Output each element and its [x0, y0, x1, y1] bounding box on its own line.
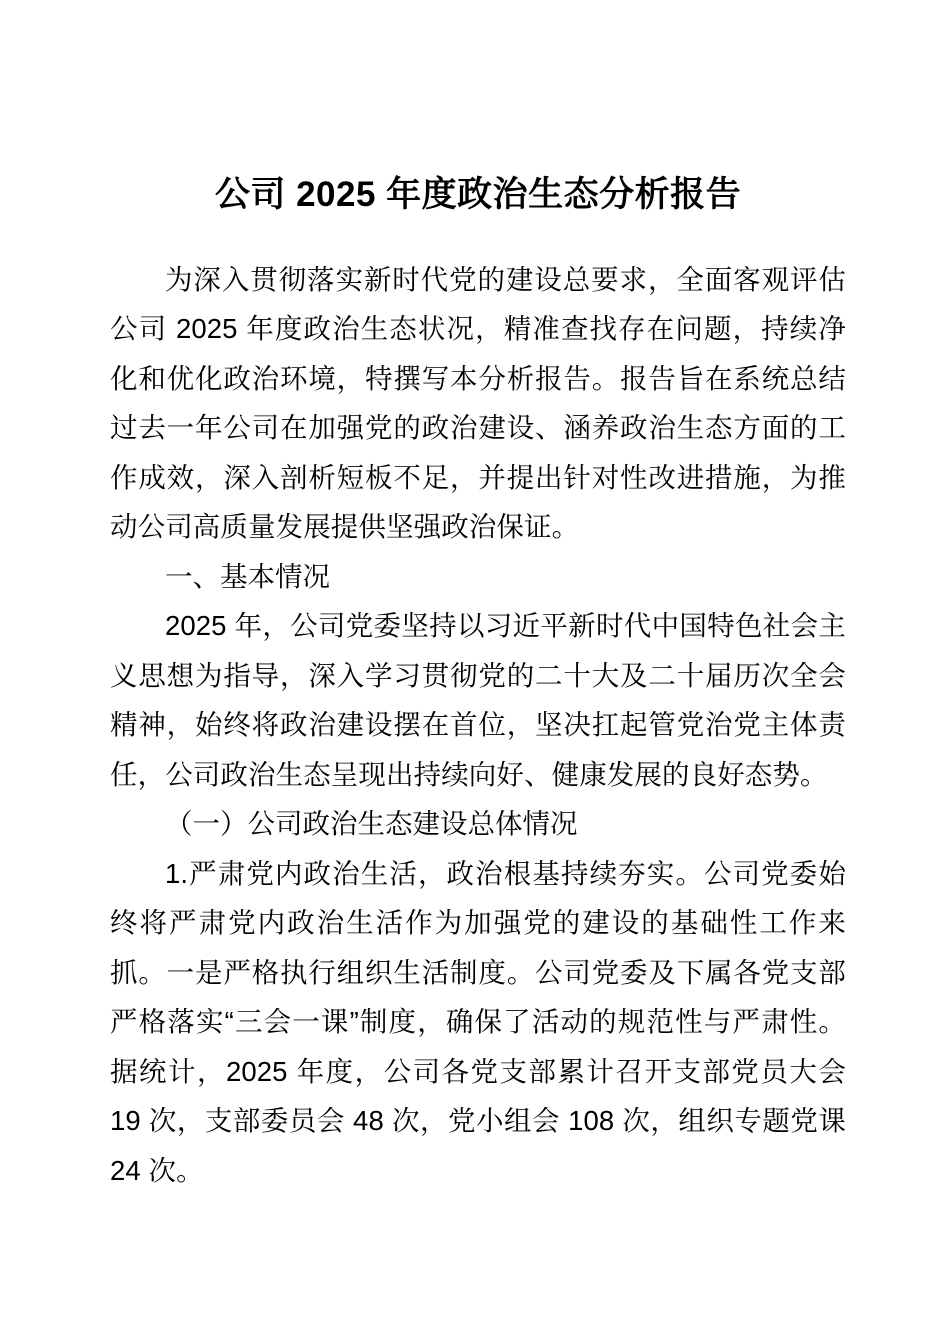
section-heading-basic-situation: 一、基本情况 [165, 560, 330, 592]
page-title: 公司 2025 年度政治生态分析报告 [214, 175, 742, 214]
item-1-paragraph: 1.严肃党内政治生活，政治根基持续夯实。公司党委始终将严肃党内政治生活作为加强党的建设的基础性工作来抓。一是严格执行组织生活制度。公司党委及下属各党支部严格落实“三会一课”制度，确保了活动的规范性与严肃性。据统计，2025 年度，公司各党支部累计召开支部党员大会 19 次，支部委员会 48 次，党小组会 108 次，组织专题党课 24 次。 [110, 857, 846, 1186]
subsection-heading-overall-situation: （一）公司政治生态建设总体情况 [165, 808, 578, 839]
section-1-paragraph: 2025 年，公司党委坚持以习近平新时代中国特色社会主义思想为指导，深入学习贯彻党的二十大及二十届历次全会精神，始终将政治建设摆在首位，坚决扛起管党治党主体责任，公司政治生态呈现出持续向好、健康发展的良好态势。 [110, 610, 846, 790]
document-body [110, 0, 846, 1195]
intro-paragraph: 为深入贯彻落实新时代党的建设总要求，全面客观评估公司 2025 年度政治生态状况，精准查找存在问题，持续净化和优化政治环境，特撰写本分析报告。报告旨在系统总结过去一年公司在加强党的政治建设、涵养政治生态方面的工作成效，深入剖析短板不足，并提出针对性改进措施，为推动公司高质量发展提供坚强政治保证。 [110, 263, 846, 542]
